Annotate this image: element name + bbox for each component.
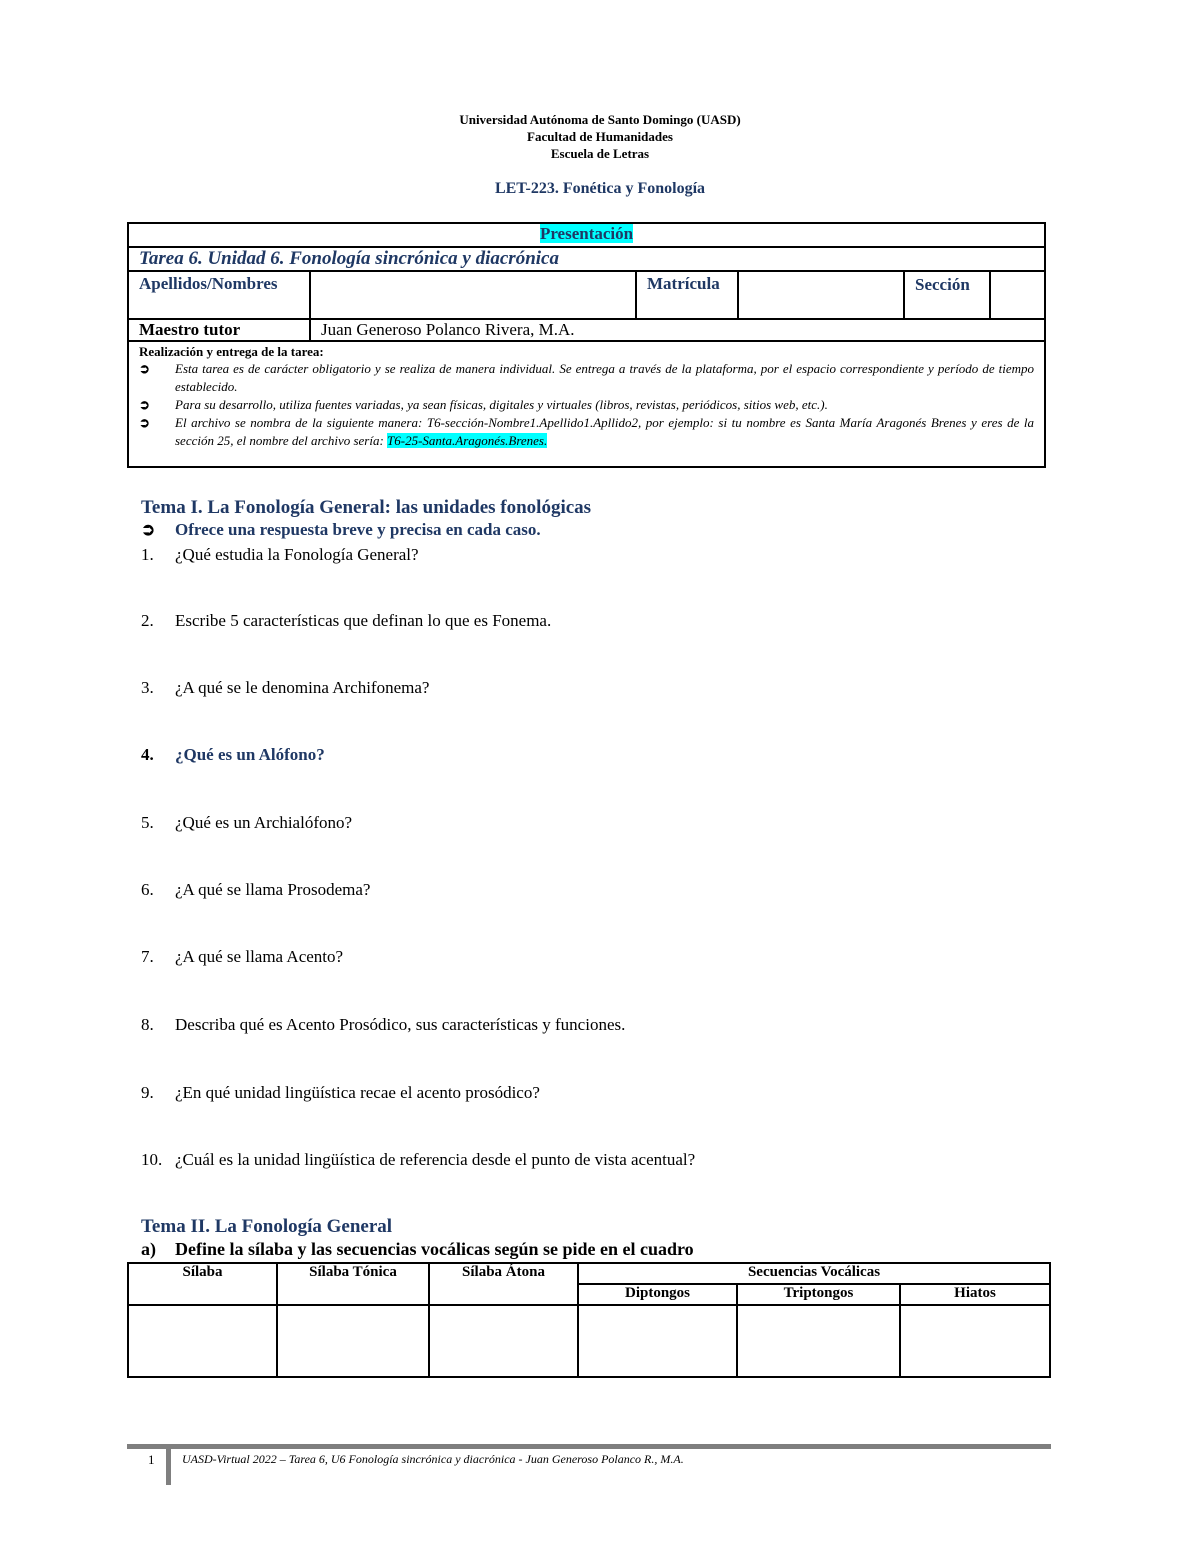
col-header-silaba: Sílaba (128, 1263, 277, 1305)
tema1-title: Tema I. La Fonología General: las unidades fonológicas (141, 497, 592, 518)
answer-cell[interactable] (900, 1305, 1050, 1377)
tutor-value: Juan Generoso Polanco Rivera, M.A. (310, 319, 1045, 341)
col-header-diptongos: Diptongos (578, 1284, 737, 1305)
answer-cell[interactable] (277, 1305, 429, 1377)
presentation-title-cell (128, 223, 1045, 247)
question-number: 10. (141, 1150, 163, 1169)
instruction-item (139, 414, 1034, 450)
tema1-instruction (141, 520, 541, 540)
example-filename: T6-25-Santa.Aragonés.Brenes. (387, 433, 548, 448)
section-label: Sección (904, 271, 990, 319)
presentation-table (127, 222, 1046, 468)
course-title: LET-223. Fonética y Fonología (494, 180, 706, 197)
question-number: 4. (141, 745, 154, 764)
instructions-title: Realización y entrega de la tarea: (139, 344, 324, 359)
task-title: Tarea 6. Unidad 6. Fonología sincrónica y diacrónica (128, 247, 1045, 271)
answer-cell[interactable] (737, 1305, 900, 1377)
question-item (141, 678, 429, 698)
question-item (141, 545, 419, 565)
question-number: 1. (141, 545, 154, 564)
question-text: Describa qué es Acento Prosódico, sus características y funciones. (175, 1015, 626, 1034)
question-item (141, 1150, 695, 1170)
section-field[interactable] (990, 271, 1045, 319)
question-text: ¿En qué unidad lingüística recae el acento prosódico? (175, 1083, 540, 1102)
faculty-name: Facultad de Humanidades (527, 129, 673, 144)
question-item (141, 813, 352, 833)
question-text: ¿A qué se le denomina Archifonema? (175, 678, 430, 697)
tema2-title: Tema II. La Fonología General (141, 1216, 393, 1237)
question-item (141, 745, 325, 765)
names-field[interactable] (310, 271, 636, 319)
question-number: 9. (141, 1083, 154, 1102)
syllable-table (127, 1262, 1051, 1378)
school-name: Escuela de Letras (550, 146, 650, 161)
col-header-hiatos: Hiatos (900, 1284, 1050, 1305)
question-number: 5. (141, 813, 154, 832)
arrow-bullet-icon: ➲ (139, 361, 150, 376)
answer-cell[interactable] (429, 1305, 578, 1377)
matricula-label: Matrícula (636, 271, 738, 319)
question-text: ¿Cuál es la unidad lingüística de referencia desde el punto de vista acentual? (175, 1150, 696, 1169)
question-item (141, 1015, 625, 1035)
tema1-instruction-text: Ofrece una respuesta breve y precisa en cada caso. (175, 520, 541, 539)
col-header-secuencias: Secuencias Vocálicas (578, 1263, 1050, 1284)
arrow-bullet-icon: ➲ (139, 415, 150, 430)
instruction-text: Esta tarea es de carácter obligatorio y se realiza de manera individual. Se entrega a través de la plataforma, por el espacio correspondiente y período de tiempo establecido. (175, 361, 1035, 394)
question-item (141, 611, 551, 631)
instruction-text: Para su desarrollo, utiliza fuentes variadas, ya sean físicas, digitales y virtuales (libros, revistas, periódicos, sitios web, etc.). (175, 397, 828, 412)
tema2-instruction-text: Define la sílaba y las secuencias vocálicas según se pide en el cuadro (175, 1239, 694, 1259)
question-number: 3. (141, 678, 154, 697)
question-text: ¿A qué se llama Acento? (175, 947, 344, 966)
footer-page-divider (166, 1449, 171, 1485)
question-number: 7. (141, 947, 154, 966)
tema2-instruction (141, 1239, 694, 1260)
footer-divider (127, 1444, 1051, 1449)
question-text: ¿Qué estudia la Fonología General? (175, 545, 419, 564)
matricula-field[interactable] (738, 271, 904, 319)
col-header-silaba-tonica: Sílaba Tónica (277, 1263, 429, 1305)
question-text: ¿Qué es un Archialófono? (175, 813, 353, 832)
arrow-bullet-icon: ➲ (141, 520, 156, 539)
names-label: Apellidos/Nombres (128, 271, 310, 319)
instruction-item (139, 396, 1034, 414)
col-header-triptongos: Triptongos (737, 1284, 900, 1305)
answer-cell[interactable] (128, 1305, 277, 1377)
question-item (141, 1083, 540, 1103)
answer-cell[interactable] (578, 1305, 737, 1377)
question-item (141, 880, 370, 900)
col-header-silaba-atona: Sílaba Átona (429, 1263, 578, 1305)
instruction-item (139, 360, 1034, 396)
university-name: Universidad Autónoma de Santo Domingo (UASD) (459, 112, 741, 127)
page-number: 1 (148, 1452, 155, 1467)
question-text: ¿Qué es un Alófono? (175, 745, 325, 764)
tutor-label: Maestro tutor (128, 319, 310, 341)
question-item (141, 947, 343, 967)
instruction-letter: a) (141, 1239, 156, 1259)
presentation-title: Presentación (539, 224, 634, 243)
question-text: ¿A qué se llama Prosodema? (175, 880, 371, 899)
question-number: 2. (141, 611, 154, 630)
question-text: Escribe 5 características que definan lo que es Fonema. (175, 611, 552, 630)
question-number: 6. (141, 880, 154, 899)
question-number: 8. (141, 1015, 154, 1034)
instruction-text: El archivo se nombra de la siguiente manera: T6-sección-Nombre1.Apellido1.Apllido2, por ejemplo: si tu nombre es Santa María Aragonés Brenes y eres de la sección 25, el nombre del archivo sería: (175, 415, 1035, 448)
arrow-bullet-icon: ➲ (139, 397, 150, 412)
footer-text: UASD-Virtual 2022 – Tarea 6, U6 Fonología sincrónica y diacrónica - Juan Generoso Polanco R., M.A. (182, 1452, 684, 1466)
instructions-cell (128, 341, 1045, 467)
